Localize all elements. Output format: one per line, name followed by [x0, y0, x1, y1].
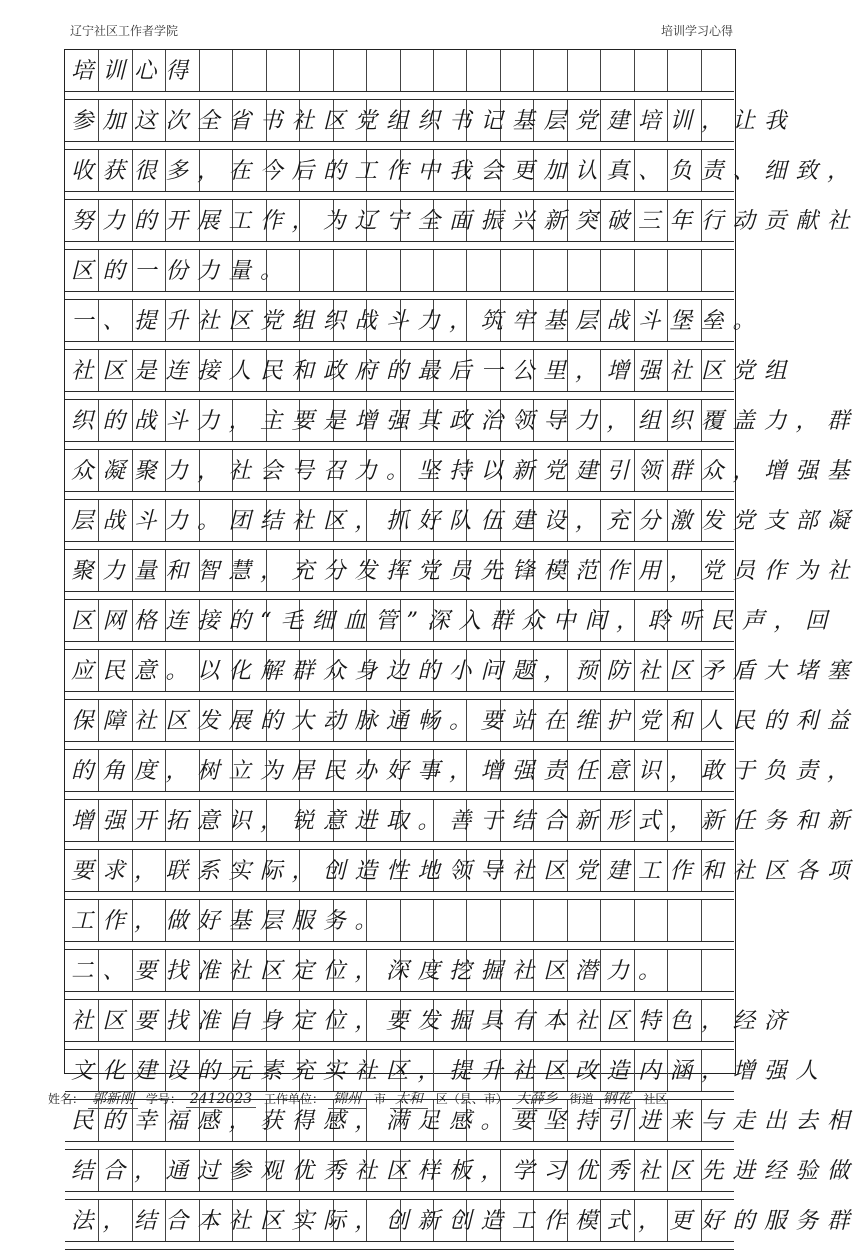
- handwritten-line: 社区要找准自身定位，要发掘具有本社区特色，经济: [71, 1008, 796, 1034]
- handwritten-line: 增强开拓意识，锐意进取。善于结合新形式，新任务和新: [71, 808, 859, 834]
- grid-line: [65, 800, 859, 842]
- handwritten-line: 收获很多，在今后的工作中我会更加认真、负责、细致，: [71, 158, 859, 184]
- city-value: 锦州: [328, 1088, 366, 1109]
- handwritten-line: 二、要找准社区定位，深度挖掘社区潜力。: [71, 958, 670, 984]
- line-spacer: [65, 92, 734, 100]
- grid-line: [65, 550, 859, 592]
- handwritten-line: 众凝聚力，社会号召力。坚持以新党建引领群众，增强基: [71, 458, 859, 484]
- grid-line: [65, 750, 859, 792]
- community-suffix: 社区: [643, 1092, 668, 1106]
- line-spacer: [65, 242, 734, 250]
- line-spacer: [65, 342, 734, 350]
- name-value: 郭新刚: [88, 1088, 138, 1109]
- line-spacer: [65, 192, 734, 200]
- line-spacer: [65, 742, 734, 750]
- grid-line: [65, 50, 734, 92]
- line-spacer: [65, 142, 734, 150]
- line-spacer: [65, 1242, 734, 1250]
- header-right-title: 培训学习心得: [660, 24, 733, 38]
- header-left-title: 辽宁社区工作者学院: [70, 24, 179, 38]
- grid-line: [65, 200, 859, 242]
- handwritten-line: 培训心得: [71, 58, 198, 84]
- handwritten-line: 聚力量和智慧，充分发挥党员先锋模范作用，党员作为社: [71, 558, 859, 584]
- grid-line: [65, 450, 859, 492]
- handwritten-line: 文化建设的元素充实社区，提升社区改造内涵，增强人: [71, 1058, 828, 1084]
- handwritten-line: 工作，做好基层服务。: [71, 908, 387, 934]
- handwritten-line: 民的幸福感，获得感，满足感。要坚持引进来与走出去相: [71, 1108, 859, 1134]
- line-spacer: [65, 592, 734, 600]
- handwritten-line: 层战斗力。团结社区，抓好队伍建设，充分激发党支部凝: [71, 508, 859, 534]
- handwritten-line: 织的战斗力，主要是增强其政治领导力，组织覆盖力，群: [71, 408, 859, 434]
- grid-line: [65, 100, 796, 142]
- handwritten-line: 一、提升社区党组织战斗力，筑牢基层战斗堡垒。: [71, 308, 765, 334]
- city-suffix: 市: [373, 1092, 386, 1106]
- footer-info: [48, 1088, 671, 1109]
- line-spacer: [65, 442, 734, 450]
- district-suffix: 区（县、市）: [435, 1092, 508, 1106]
- handwritten-line: 区的一份力量。: [71, 258, 292, 284]
- community-value: 钢花: [598, 1088, 636, 1109]
- line-spacer: [65, 542, 734, 550]
- grid-line: [65, 350, 796, 392]
- grid-line: [65, 1050, 828, 1092]
- street-label: 街道: [569, 1092, 594, 1106]
- line-spacer: [65, 492, 734, 500]
- line-spacer: [65, 642, 734, 650]
- district-value: 太和: [390, 1088, 428, 1109]
- unit-label: 工作单位：: [264, 1092, 325, 1106]
- grid-line: [65, 700, 859, 742]
- name-label: 姓名：: [48, 1092, 85, 1106]
- line-spacer: [65, 292, 734, 300]
- grid-line: [65, 300, 765, 342]
- line-spacer: [65, 692, 734, 700]
- line-spacer: [65, 942, 734, 950]
- line-spacer: [65, 992, 734, 1000]
- grid-line: [65, 1200, 859, 1242]
- line-spacer: [65, 892, 734, 900]
- handwritten-line: 要求，联系实际，创造性地领导社区党建工作和社区各项: [71, 858, 859, 884]
- handwritten-line: 的角度，树立为居民办好事，增强责任意识，敢于负责，: [71, 758, 859, 784]
- line-spacer: [65, 792, 734, 800]
- town-value: 大薛乡: [512, 1088, 562, 1109]
- grid-line: [65, 850, 859, 892]
- grid-line: [65, 150, 859, 192]
- handwritten-line: 区网格连接的“毛细血管”深入群众中间，聆听民声，回: [71, 608, 837, 634]
- handwritten-line: 努力的开展工作，为辽宁全面振兴新突破三年行动贡献社: [71, 208, 859, 234]
- handwritten-line: 结合，通过参观优秀社区样板，学习优秀社区先进经验做: [71, 1158, 859, 1184]
- handwritten-line: 法，结合本社区实际，创新创造工作模式，更好的服务群: [71, 1208, 859, 1234]
- line-spacer: [65, 842, 734, 850]
- grid-line: [65, 650, 859, 692]
- grid-line: [65, 250, 734, 292]
- id-value: 2412023: [186, 1091, 256, 1108]
- line-spacer: [65, 1142, 734, 1150]
- handwritten-line: 社区是连接人民和政府的最后一公里，增强社区党组: [71, 358, 796, 384]
- grid-line: [65, 400, 859, 442]
- handwritten-line: 应民意。以化解群众身边的小问题，预防社区矛盾大堵塞: [71, 658, 859, 684]
- grid-line: [65, 500, 859, 542]
- handwritten-line: 保障社区发展的大动脉通畅。要站在维护党和人民的利益: [71, 708, 859, 734]
- line-spacer: [65, 1192, 734, 1200]
- grid-line: [65, 1150, 859, 1192]
- grid-line: [65, 1000, 796, 1042]
- line-spacer: [65, 392, 734, 400]
- grid-line: [65, 600, 837, 642]
- id-label: 学号：: [145, 1092, 182, 1106]
- grid-line: [65, 950, 734, 992]
- line-spacer: [65, 1042, 734, 1050]
- handwritten-line: 参加这次全省书社区党组织书记基层党建培训，让我: [71, 108, 796, 134]
- grid-line: [65, 900, 734, 942]
